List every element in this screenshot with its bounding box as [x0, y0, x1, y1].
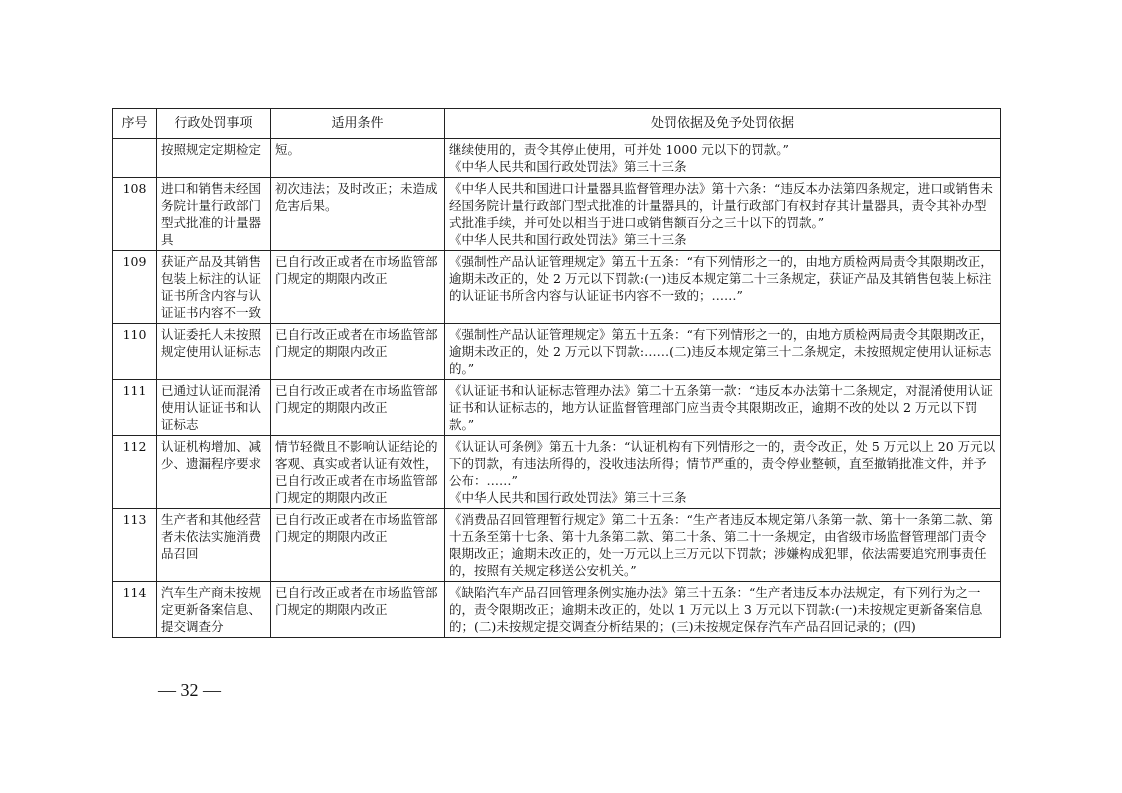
basis-paragraph: 《中华人民共和国进口计量器具监督管理办法》第十六条：“违反本办法第四条规定，进口或销售未经国务院计量行政部门型式批准的计量器具的，计量行政部门有权封存其计量器具，责令其补办型式批准手续，并可处以相当于进口或销售额百分之三十以下的罚款。”: [449, 181, 993, 230]
table-row: [113, 380, 1001, 436]
penalty-basis: [445, 139, 1001, 178]
basis-paragraph: 《认证证书和认证标志管理办法》第二十五条第一款：“违反本办法第十二条规定，对混淆使用认证证书和认证标志的，地方认证监督管理部门应当责令其限期改正，逾期不改的处以 2 万元以下罚款。”: [449, 383, 993, 432]
header-basis: 处罚依据及免予处罚依据: [445, 109, 1001, 139]
row-number: 108: [113, 178, 157, 251]
penalty-item: 汽车生产商未按规定更新备案信息、提交调查分: [157, 582, 271, 638]
row-number: 113: [113, 509, 157, 582]
applicable-condition: 已自行改正或者在市场监管部门规定的期限内改正: [271, 251, 445, 324]
basis-paragraph: 《中华人民共和国行政处罚法》第三十三条: [449, 159, 687, 174]
applicable-condition: 已自行改正或者在市场监管部门规定的期限内改正: [271, 324, 445, 380]
table-header-row: [113, 109, 1001, 139]
applicable-condition: 已自行改正或者在市场监管部门规定的期限内改正: [271, 509, 445, 582]
penalty-basis: [445, 436, 1001, 509]
basis-paragraph: 《认证认可条例》第五十九条：“认证机构有下列情形之一的，责令改正，处 5 万元以上 20 万元以下的罚款，有违法所得的，没收违法所得；情节严重的，责令停业整顿，直至撤销批准文件，并予公布：……”: [449, 439, 996, 488]
row-number: 109: [113, 251, 157, 324]
penalty-basis: [445, 178, 1001, 251]
header-item: 行政处罚事项: [157, 109, 271, 139]
applicable-condition: 短。: [271, 139, 445, 178]
table-row: [113, 582, 1001, 638]
row-number: [113, 139, 157, 178]
basis-paragraph: 继续使用的，责令其停止使用，可并处 1000 元以下的罚款。”: [449, 142, 789, 157]
penalty-basis: [445, 582, 1001, 638]
penalty-item: 已通过认证而混淆使用认证证书和认证标志: [157, 380, 271, 436]
basis-paragraph: 《消费品召回管理暂行规定》第二十五条：“生产者违反本规定第八条第一款、第十一条第二款、第十五条至第十七条、第十九条第二款、第二十条、第二十一条规定，由省级市场监督管理部门责令限期改正；逾期未改正的，处一万元以上三万元以下罚款；涉嫌构成犯罪，依法需要追究刑事责任的，按照有关规定移送公安机关。”: [449, 512, 993, 578]
row-number: 110: [113, 324, 157, 380]
penalty-basis: [445, 509, 1001, 582]
table-row: [113, 178, 1001, 251]
page-number: — 32 —: [158, 680, 221, 700]
row-number: 114: [113, 582, 157, 638]
row-number: 111: [113, 380, 157, 436]
penalty-item: 生产者和其他经营者未依法实施消费品召回: [157, 509, 271, 582]
penalty-basis: [445, 380, 1001, 436]
penalty-item: 进口和销售未经国务院计量行政部门型式批准的计量器具: [157, 178, 271, 251]
applicable-condition: 已自行改正或者在市场监管部门规定的期限内改正: [271, 380, 445, 436]
table-row: [113, 436, 1001, 509]
applicable-condition: 初次违法；及时改正；未造成危害后果。: [271, 178, 445, 251]
table-row: [113, 251, 1001, 324]
penalty-item: 获证产品及其销售包装上标注的认证证书所含内容与认证证书内容不一致: [157, 251, 271, 324]
header-condition: 适用条件: [271, 109, 445, 139]
applicable-condition: 情节轻微且不影响认证结论的客观、真实或者认证有效性，已自行改正或者在市场监管部门规定的期限内改正: [271, 436, 445, 509]
table-row: [113, 324, 1001, 380]
penalty-item: 按照规定定期检定: [157, 139, 271, 178]
basis-paragraph: 《强制性产品认证管理规定》第五十五条：“有下列情形之一的，由地方质检两局责令其限期改正，逾期未改正的，处 2 万元以下罚款:……(二)违反本规定第三十二条规定，未按照规定使用认证标志的。”: [449, 327, 993, 376]
row-number: 112: [113, 436, 157, 509]
basis-paragraph: 《中华人民共和国行政处罚法》第三十三条: [449, 490, 687, 505]
table-row: [113, 509, 1001, 582]
penalty-basis: [445, 324, 1001, 380]
basis-paragraph: 《缺陷汽车产品召回管理条例实施办法》第三十五条：“生产者违反本办法规定，有下列行为之一的，责令限期改正；逾期未改正的，处以 1 万元以上 3 万元以下罚款:(一)未按规定更新备案信息的；(二)未按规定提交调查分析结果的；(三)未按规定保存汽车产品召回记录的；(四): [449, 585, 983, 634]
basis-paragraph: 《中华人民共和国行政处罚法》第三十三条: [449, 232, 687, 247]
applicable-condition: 已自行改正或者在市场监管部门规定的期限内改正: [271, 582, 445, 638]
basis-paragraph: 《强制性产品认证管理规定》第五十五条：“有下列情形之一的，由地方质检两局责令其限期改正，逾期未改正的，处 2 万元以下罚款:(一)违反本规定第二十三条规定，获证产品及其销售包装上标注的认证证书所含内容与认证证书内容不一致的；……”: [449, 254, 993, 303]
penalty-table: [112, 108, 1001, 638]
penalty-basis: [445, 251, 1001, 324]
penalty-item: 认证委托人未按照规定使用认证标志: [157, 324, 271, 380]
header-no: 序号: [113, 109, 157, 139]
table-row: [113, 139, 1001, 178]
penalty-item: 认证机构增加、减少、遗漏程序要求: [157, 436, 271, 509]
